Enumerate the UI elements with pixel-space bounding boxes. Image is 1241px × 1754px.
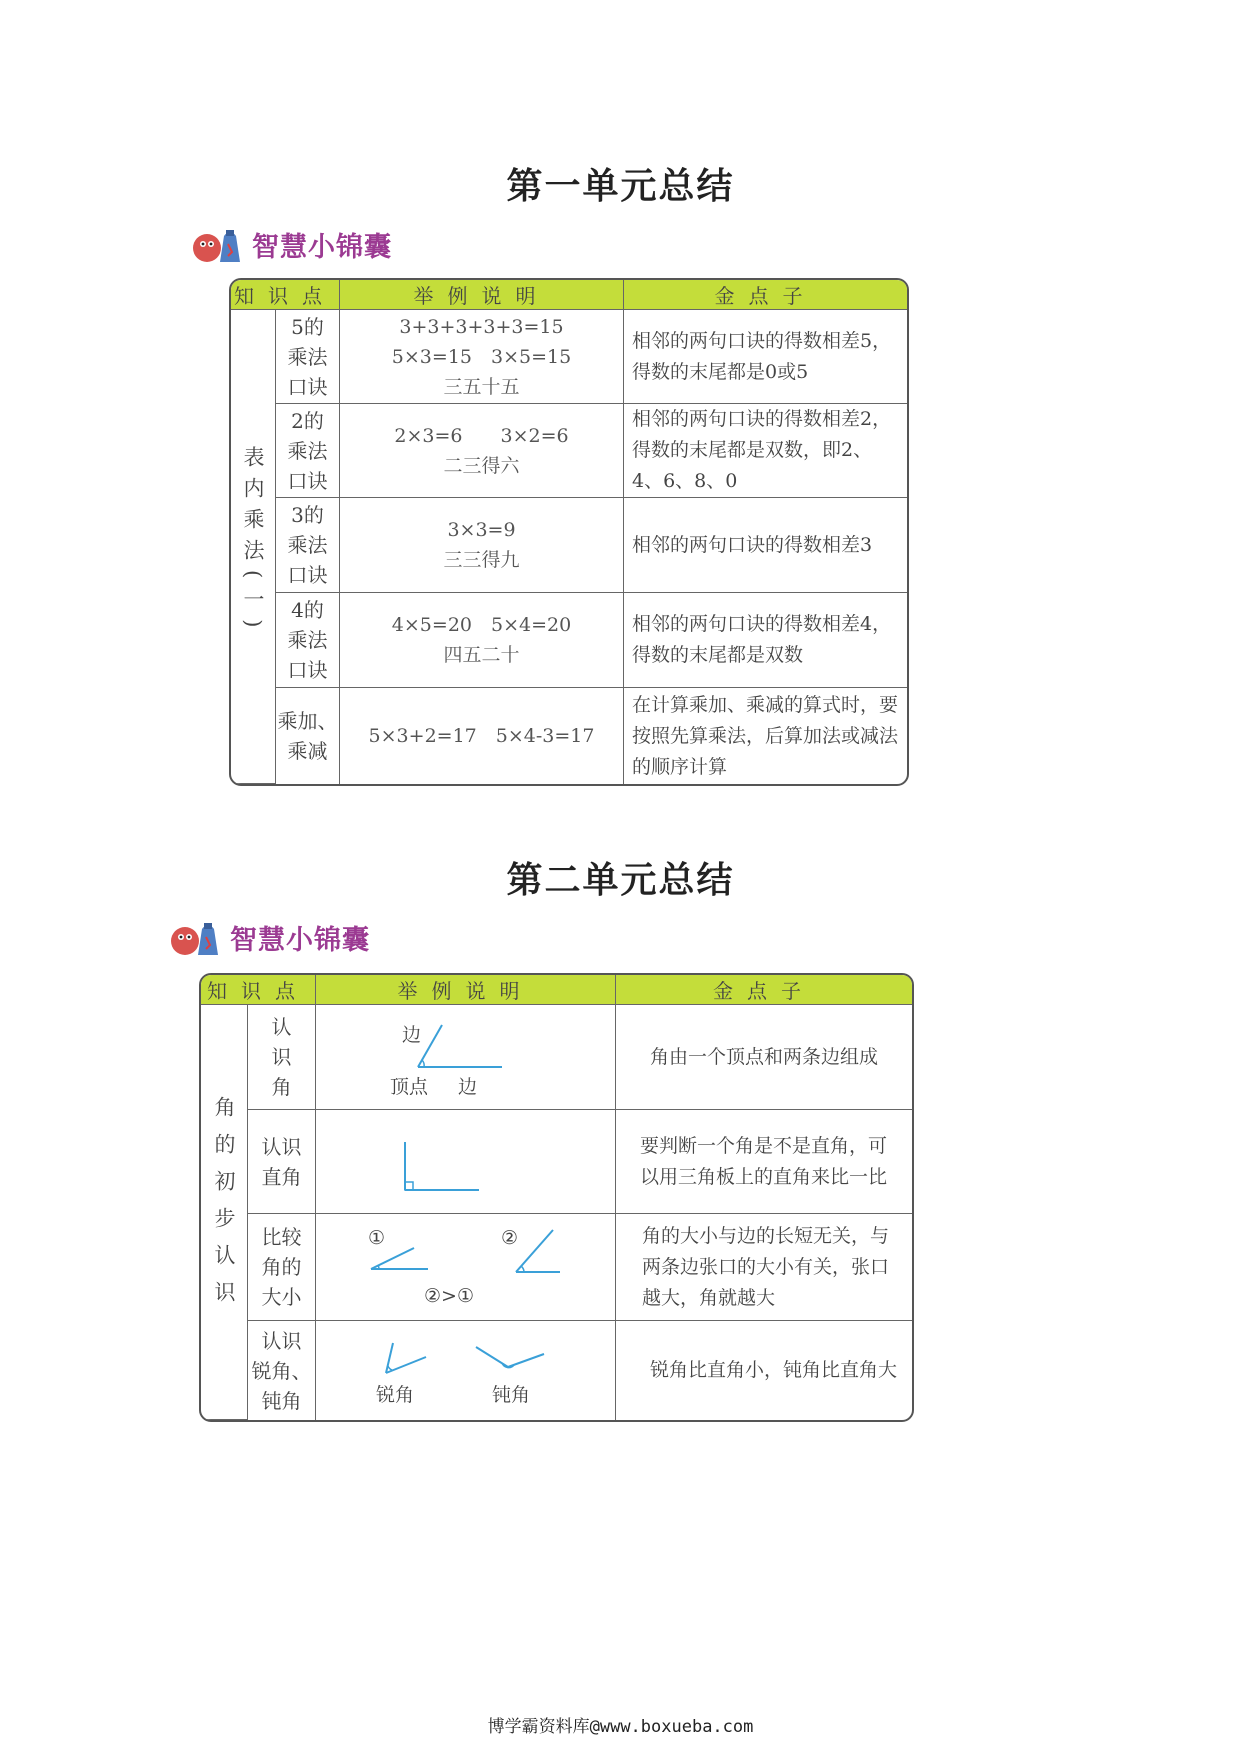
unit2-tip-banner: [168, 915, 370, 959]
category-label: 表内乘法(一): [241, 445, 265, 638]
obtuse-label: 钝角: [492, 1384, 531, 1406]
tip-cell: 相邻的两句口诀的得数相差3: [624, 498, 907, 593]
topic-cell: [276, 688, 340, 784]
footer-watermark: 博学霸资料库@www.boxueba.com: [487, 1717, 754, 1737]
topic-line: 乘减: [287, 739, 328, 763]
category-cell: [231, 310, 276, 784]
tip-cell: 要判断一个角是不是直角，可以用三角板上的直角来比一比: [616, 1110, 912, 1214]
vertex-label: 顶点: [390, 1076, 429, 1098]
table-row: [231, 310, 907, 404]
tip-cell: 角的大小与边的长短无关，与两条边张口的大小有关，张口越大，角就越大: [616, 1214, 912, 1321]
topic-line: 乘法: [287, 438, 328, 463]
example-cell: [340, 310, 624, 404]
topic-line: 角: [271, 1075, 292, 1099]
example-cell: [316, 1005, 616, 1110]
topic-line: 乘法: [287, 533, 328, 557]
example-line: 4×5=20 5×4=20: [391, 614, 572, 636]
right-angle-diagram: [316, 1110, 615, 1204]
topic-line: 认识: [261, 1328, 302, 1353]
example-cell: [316, 1110, 616, 1214]
topic-line: 认识: [261, 1134, 302, 1159]
topic-line: 乘法: [287, 628, 328, 652]
topic-cell: [248, 1005, 316, 1110]
side-label: 边: [402, 1024, 422, 1046]
topic-cell: [276, 310, 340, 404]
topic-line: 乘法: [287, 344, 328, 369]
example-line: 三三得九: [443, 549, 520, 571]
angle-two-label: ②: [501, 1227, 519, 1249]
example-line: 四五二十: [443, 644, 520, 666]
topic-cell: [276, 593, 340, 688]
mascot-icon: [190, 222, 246, 266]
header-tip: 金点子: [616, 975, 912, 1005]
example-cell: [340, 498, 624, 593]
example-cell: [340, 404, 624, 498]
side-label: 边: [458, 1076, 478, 1098]
unit1-tip-banner: [190, 222, 392, 266]
header-tip: 金点子: [624, 280, 907, 310]
example-line: 三五十五: [443, 375, 520, 398]
tip-cell: 相邻的两句口诀的得数相差4，得数的末尾都是双数: [624, 593, 907, 688]
angle-diagram: [316, 1005, 615, 1100]
topic-line: 认: [271, 1015, 292, 1039]
example-line: 3+3+3+3+3=15: [399, 315, 564, 338]
topic-line: 大小: [261, 1285, 302, 1309]
topic-cell: [248, 1110, 316, 1214]
table-row: [201, 1321, 912, 1420]
example-cell: [340, 593, 624, 688]
tip-label: 智慧小锦囊: [230, 924, 370, 956]
example-line: 2×3=6 3×2=6: [394, 424, 569, 447]
example-line: 二三得六: [443, 454, 520, 477]
topic-line: 2的: [291, 408, 324, 433]
tip-cell: 在计算乘加、乘减的算式时，要按照先算乘法，后算加法或减法的顺序计算: [632, 693, 899, 778]
topic-line: 口诀: [287, 563, 328, 587]
table-row: [231, 688, 907, 784]
tip-label: 智慧小锦囊: [252, 231, 392, 263]
topic-cell: [248, 1214, 316, 1321]
acute-obtuse-diagram: [316, 1321, 615, 1411]
table-row: [201, 1110, 912, 1214]
table-row: [231, 593, 907, 688]
example-line: 5×3+2=17 5×4-3=17: [368, 725, 595, 747]
topic-line: 口诀: [287, 468, 328, 493]
unit1-table: [229, 278, 909, 786]
header-example: 举例说明: [340, 280, 624, 310]
topic-line: 角的: [261, 1255, 302, 1279]
topic-line: 比较: [261, 1225, 302, 1249]
topic-line: 识: [271, 1045, 292, 1069]
topic-line: 4的: [291, 598, 324, 622]
tip-cell: 角由一个顶点和两条边组成: [616, 1005, 912, 1110]
topic-line: 直角: [261, 1164, 302, 1189]
header-example: 举例说明: [316, 975, 616, 1005]
example-line: 3×3=9: [447, 519, 516, 541]
example-line: 5×3=15 3×5=15: [391, 345, 572, 368]
header-knowledge: 知识点: [201, 975, 316, 1005]
unit2-table: [199, 973, 914, 1422]
table-row: [201, 1214, 912, 1321]
topic-line: 5的: [291, 314, 324, 339]
topic-line: 锐角、: [251, 1358, 312, 1383]
example-cell: [340, 688, 624, 784]
compare-label: ②>①: [424, 1285, 474, 1307]
topic-line: 口诀: [287, 658, 328, 682]
example-cell: [316, 1321, 616, 1420]
topic-cell: [248, 1321, 316, 1420]
compare-angles-diagram: [316, 1214, 615, 1311]
topic-line: 3的: [291, 503, 324, 527]
table-header-row: [201, 975, 912, 1005]
topic-cell: [276, 498, 340, 593]
tip-cell: 锐角比直角小，钝角比直角大: [650, 1359, 898, 1381]
acute-label: 锐角: [376, 1384, 415, 1406]
angle-one-label: ①: [368, 1227, 386, 1249]
table-header-row: [231, 280, 907, 310]
unit2-title: 第二单元总结: [506, 860, 735, 901]
table-row: [231, 404, 907, 498]
topic-line: 口诀: [287, 374, 328, 399]
topic-cell: [276, 404, 340, 498]
tip-cell: 相邻的两句口诀的得数相差5，得数的末尾都是0或5: [624, 310, 907, 404]
tip-cell: 相邻的两句口诀的得数相差2，得数的末尾都是双数，即2、4、6、8、0: [624, 404, 907, 498]
header-knowledge: 知识点: [231, 280, 340, 310]
topic-line: 乘加、: [277, 709, 338, 733]
topic-line: 钝角: [261, 1388, 302, 1413]
mascot-icon: [168, 915, 224, 959]
category-label: 角的初步认识: [212, 1096, 236, 1318]
table-row: [231, 498, 907, 593]
category-cell: [201, 1005, 248, 1420]
table-row: [201, 1005, 912, 1110]
example-cell: [316, 1214, 616, 1321]
unit1-title: 第一单元总结: [506, 166, 735, 207]
